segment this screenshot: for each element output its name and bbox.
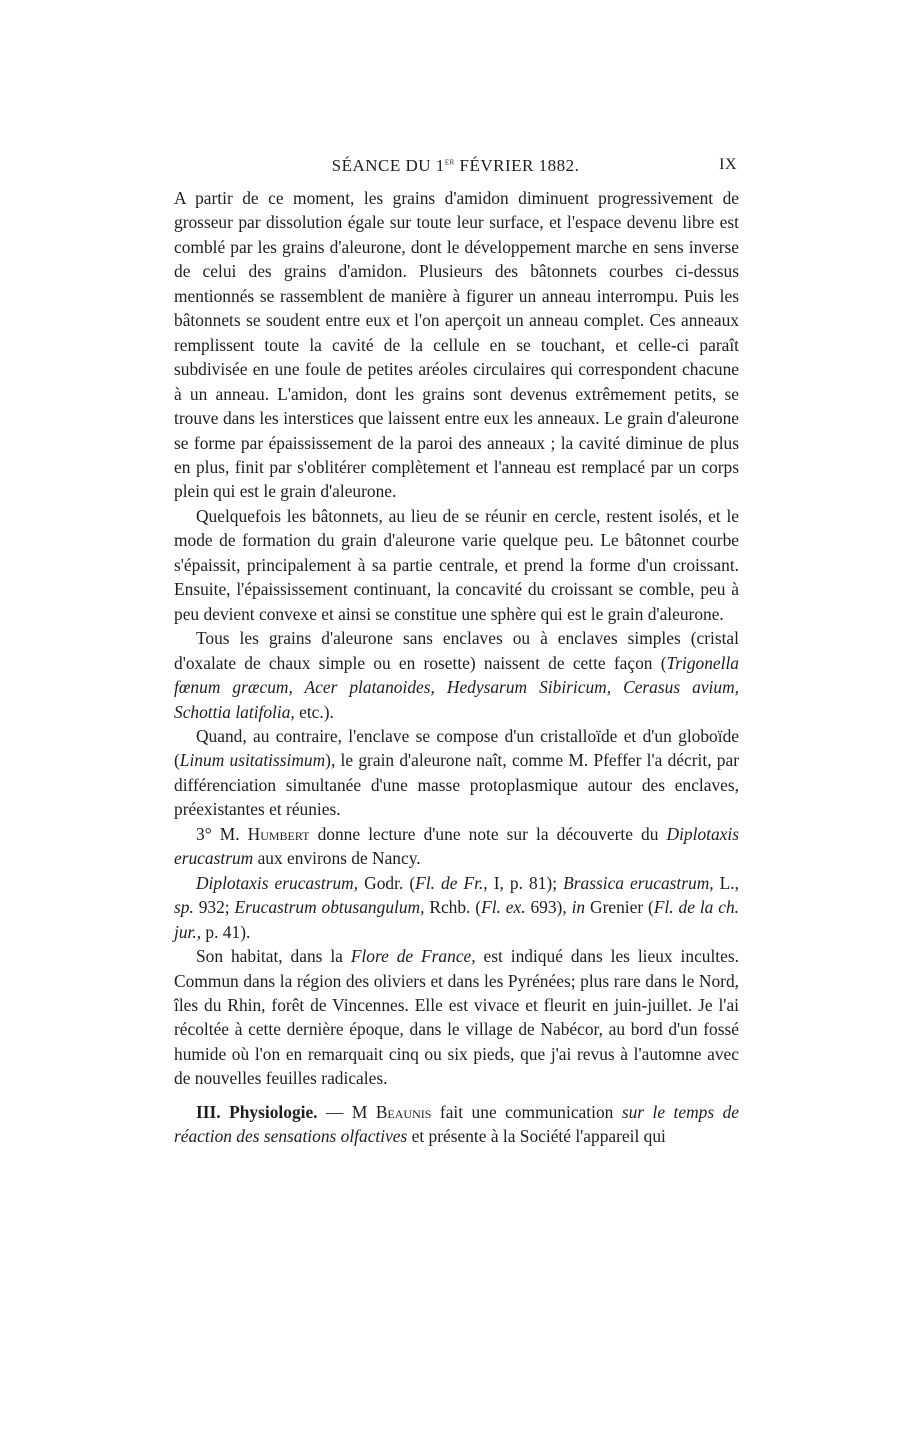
text-run: 3° M.: [196, 823, 248, 844]
text-run: 932;: [193, 897, 235, 918]
paragraph-8: [174, 1100, 739, 1149]
text-run: est indiqué dans les lieux incultes. Commun dans la région des oliviers et dans les Pyrénées; plus rare dans le Nord, îles du Rhin, forêt de Vincennes. Elle est vivace et fleurit en juin-juillet. Je l'ai récoltée à cette dernière époque, dans le village de Nabécor, au bord d'un fossé humide où l'on en remarquait cinq ou six pieds, que j'ai revus à l'automne avec de nouvelles feuilles radicales.: [174, 946, 739, 1089]
header-title: [174, 156, 737, 176]
text-run: p. 41).: [201, 921, 251, 942]
reference: sp.: [174, 897, 194, 918]
communication-title: sur le temps de réaction des sensations olfactives: [174, 1101, 740, 1147]
paragraph-2: Quelquefois les bâtonnets, au lieu de se réunir en cercle, restent isolés, et le mode de formation du grain d'aleurone varie quelque peu. Le bâtonnet courbe s'épaissit, principalement à sa partie centrale, et prend la forme d'un croissant. Ensuite, l'épaississement continuant, la concavité du croissant se comble, peu à peu devient convexe et ainsi se constitue une sphère qui est le grain d'aleurone.: [174, 505, 739, 624]
text-run: Godr. (: [358, 872, 416, 893]
text-run: Son habitat, dans la: [196, 946, 351, 967]
species-name: Erucastrum obtusangulum,: [234, 897, 425, 918]
text-run: I, p. 81);: [487, 872, 564, 893]
text-run: ), le grain d'aleurone naît, comme M. Pfeffer l'a décrit, par différenciation simultanée d'une masse protoplasmique autour des enclaves, préexistantes et réunies.: [174, 750, 739, 820]
paragraph-5: [174, 822, 739, 871]
text-run: 693),: [525, 897, 572, 918]
reference: Fl. de Fr.,: [415, 872, 488, 893]
text-run: Tous les grains d'aleurone sans enclaves ou à enclaves simples (cristal d'oxalate de chaux simple ou en rosette) naissent de cette façon (: [174, 628, 739, 673]
species-name: Brassica erucastrum,: [563, 872, 714, 893]
reference: in: [571, 897, 586, 918]
text-run: Grenier (: [585, 897, 654, 918]
header-title-date: FÉVRIER 1882.: [454, 156, 580, 175]
paragraph-1: A partir de ce moment, les grains d'amidon diminuent progressivement de grosseur par dissolution égale sur toute leur surface, et l'espace devenu libre est comblé par les grains d'aleurone, dont le développement marche en sens inverse de celui des grains d'amidon. Plusieurs des bâtonnets courbes ci-dessus mentionnés se rassemblent de manière à figurer un anneau interrompu. Puis les bâtonnets se soudent entre eux et l'on aperçoit un anneau complet. Ces anneaux remplissent toute la cavité de la cellule en se touchant, et celle-ci paraît subdivisée en une foule de petites aréoles circulaires qui correspondent chacune à un anneau. L'amidon, dont les grains sont devenus extrêmement petits, se trouve dans les interstices que laissent entre eux les anneaux. Le grain d'aleurone se forme par épaississement de la paroi des anneaux ; la cavité diminue de plus en plus, finit par s'oblitérer complètement et l'anneau est remplacé par un corps plein qui est le grain d'aleurone.: [174, 188, 739, 502]
book-title: Flore de France,: [350, 946, 476, 967]
section-heading: III. Physiologie.: [196, 1101, 318, 1122]
paragraph-7: [174, 944, 739, 1091]
header-title-part: SÉANCE DU 1: [331, 156, 445, 175]
text-run: — M: [317, 1101, 376, 1122]
author-name: Humbert: [247, 823, 310, 844]
page-number: IX: [719, 156, 737, 173]
species-list: Trigonella fœnum græcum, Acer platanoides, Hedysarum Sibiricum, Cerasus avium, Schottia latifolia,: [174, 652, 739, 722]
text-run: etc.).: [294, 701, 334, 722]
species-name: Linum usitatissimum: [179, 750, 326, 771]
paragraph-4: [174, 724, 739, 822]
species-name: Diplotaxis erucastrum,: [196, 872, 359, 893]
text-run: fait une communication: [431, 1101, 622, 1122]
text-run: L.,: [713, 872, 739, 893]
paragraph-3: [174, 626, 739, 724]
text-run: Rchb. (: [424, 897, 482, 918]
text-run: donne lecture d'une note sur la découverte du: [309, 823, 667, 844]
header-title-sup: er: [444, 156, 455, 168]
paragraph-6: [174, 871, 739, 944]
reference: Fl. ex.: [481, 897, 526, 918]
reference: Fl. de la ch. jur.,: [174, 897, 739, 942]
species-name: Diplotaxis erucastrum: [174, 823, 739, 869]
running-header: [174, 156, 737, 180]
text-run: Quand, au contraire, l'enclave se compose d'un cristalloïde et d'un globoïde (: [174, 725, 739, 771]
text-run: aux environs de Nancy.: [253, 848, 421, 869]
text-run: et présente à la Société l'appareil qui: [407, 1126, 666, 1147]
body-text: [174, 186, 739, 1149]
author-name: Beaunis: [375, 1101, 432, 1122]
